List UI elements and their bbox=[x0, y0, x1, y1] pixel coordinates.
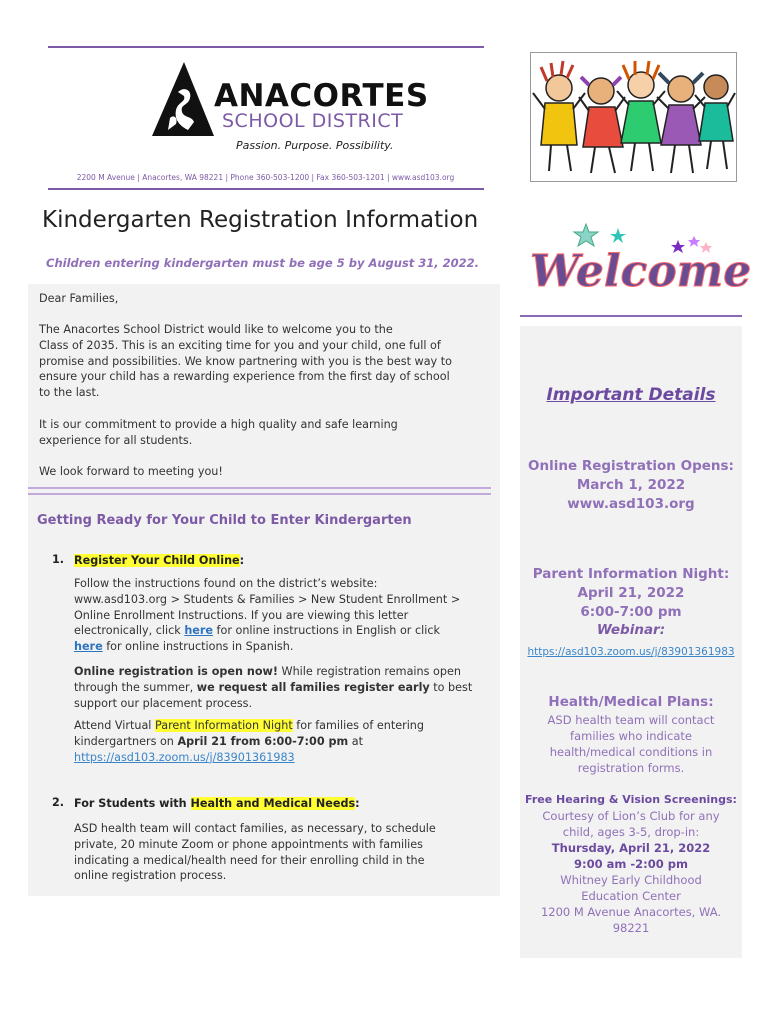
info-night-label: Parent Information Night: bbox=[532, 566, 730, 582]
online-registration-label: Online Registration Opens: bbox=[528, 458, 734, 474]
item-1-instructions-line-4 bbox=[74, 623, 440, 639]
english-instructions-link[interactable]: here bbox=[184, 624, 213, 638]
screenings-location-line-1: Whitney Early Childhood bbox=[560, 873, 702, 887]
letter-paragraph-2-line-2: experience for all students. bbox=[39, 433, 193, 447]
letter-paragraph-2-line-1: It is our commitment to provide a high quality and safe learning bbox=[39, 418, 398, 431]
registration-open-bold: Online registration is open now! bbox=[74, 665, 278, 678]
letter-divider-1 bbox=[28, 487, 491, 489]
item-1-instructions-line-1: Follow the instructions found on the district’s website: bbox=[74, 577, 378, 590]
item-1-instructions-line-5 bbox=[74, 639, 293, 655]
registration-open-line-2 bbox=[74, 680, 472, 696]
attend-post: for families of entering bbox=[292, 719, 424, 732]
health-plans-line-3: health/medical conditions in bbox=[549, 745, 713, 759]
header-bottom-rule bbox=[48, 188, 484, 190]
side-top-rule bbox=[520, 315, 742, 317]
health-plans-line-1: ASD health team will contact bbox=[547, 713, 715, 727]
district-name: ANACORTES bbox=[214, 78, 429, 114]
letter-paragraph-1-line-4: ensure your child has a rewarding experience from the first day of school bbox=[39, 370, 450, 384]
item-2-heading-pre: For Students with bbox=[74, 797, 191, 810]
item-2-line-4: online registration process. bbox=[74, 869, 227, 883]
info-night-link-wrap bbox=[520, 640, 742, 659]
important-details-panel bbox=[520, 326, 742, 958]
screenings-location-line-3: 1200 M Avenue Anacortes, WA. bbox=[540, 905, 722, 919]
district-address: 2200 M Avenue | Anacortes, WA 98221 | Phone 360-503-1200 | Fax 360-503-1201 | www.asd103.org bbox=[76, 173, 455, 182]
letter-panel bbox=[28, 284, 500, 896]
district-logo-mark bbox=[148, 60, 218, 140]
item-2-line-1: ASD health team will contact families, as necessary, to schedule bbox=[74, 822, 436, 835]
info-night-webinar-label: Webinar: bbox=[596, 622, 666, 638]
registration-line2-pre: through the summer, bbox=[74, 680, 197, 694]
screenings-location-line-2: Education Center bbox=[581, 889, 681, 903]
item-2-line-3: indicating a medical/health need for their enrolling child in the bbox=[74, 853, 425, 867]
attend-pre: Attend Virtual bbox=[74, 719, 155, 732]
item-1-instructions-line-3: Online Enrollment Instructions. If you are viewing this letter bbox=[74, 608, 409, 622]
item-2-heading-colon: : bbox=[355, 797, 360, 810]
screenings-location-line-4: 98221 bbox=[612, 921, 650, 935]
letter-divider-2 bbox=[28, 493, 491, 495]
registration-open-line-1 bbox=[74, 664, 461, 680]
important-details-heading: Important Details bbox=[546, 385, 716, 405]
item-2-line-2: private, 20 minute Zoom or phone appointments with families bbox=[74, 837, 423, 851]
letter-paragraph-1-line-3: promise and possibilities. We know partnering with you is the best way to bbox=[39, 354, 452, 368]
instructions-mid: for online instructions in English or click bbox=[213, 624, 440, 638]
kids-clipart bbox=[530, 52, 737, 182]
letter-paragraph-1-line-5: to the last. bbox=[39, 386, 100, 400]
spanish-instructions-link[interactable]: here bbox=[74, 640, 103, 654]
item-1-instructions-line-2: www.asd103.org > Students & Families > New Student Enrollment > bbox=[74, 592, 461, 606]
letter-paragraph-3: We look forward to meeting you! bbox=[39, 465, 223, 478]
health-needs-highlight: Health and Medical Needs bbox=[190, 797, 356, 810]
item-1-heading-colon: : bbox=[239, 554, 245, 567]
page-subtitle: Children entering kindergarten must be age 5 by August 31, 2022. bbox=[46, 256, 480, 270]
item-2-heading bbox=[74, 796, 360, 812]
instructions-pre: electronically, click bbox=[74, 624, 185, 638]
header-top-rule bbox=[48, 46, 484, 48]
attend-date-bold: April 21 from 6:00-7:00 pm bbox=[177, 734, 349, 748]
letter-paragraph-1-line-2: Class of 2035. This is an exciting time for you and your child, one full of bbox=[39, 338, 441, 352]
registration-open-rest: While registration remains open bbox=[277, 665, 461, 678]
side-zoom-link[interactable]: https://asd103.zoom.us/j/83901361983 bbox=[527, 646, 735, 658]
welcome-graphic bbox=[528, 222, 752, 297]
register-early-bold: we request all families register early bbox=[196, 680, 430, 694]
letter-greeting: Dear Families, bbox=[39, 292, 119, 305]
district-tagline: Passion. Purpose. Possibility. bbox=[236, 139, 394, 152]
item-1-number: 1. bbox=[52, 553, 65, 566]
attend2-pre: kindergartners on bbox=[74, 734, 178, 748]
parent-info-night-highlight: Parent Information Night bbox=[154, 719, 293, 732]
attend2-post: at bbox=[348, 734, 363, 748]
health-plans-line-2: families who indicate bbox=[570, 729, 692, 743]
online-registration-date: March 1, 2022 bbox=[576, 477, 686, 493]
district-subtitle: SCHOOL DISTRICT bbox=[222, 110, 404, 132]
letter-paragraph-1-line-1: The Anacortes School District would like to welcome you to the bbox=[39, 323, 393, 336]
welcome-word: Welcome bbox=[530, 246, 752, 297]
instructions-post: for online instructions in Spanish. bbox=[102, 640, 294, 654]
getting-ready-heading: Getting Ready for Your Child to Enter Kindergarten bbox=[37, 513, 412, 528]
screenings-time: 9:00 am -2:00 pm bbox=[574, 857, 688, 871]
registration-open-line-3: support our placement process. bbox=[74, 696, 253, 710]
item-1-heading-text: Register Your Child Online bbox=[74, 554, 240, 567]
screenings-heading: Free Hearing & Vision Screenings: bbox=[525, 793, 737, 806]
info-night-date: April 21, 2022 bbox=[577, 585, 685, 601]
zoom-webinar-link[interactable]: https://asd103.zoom.us/j/83901361983 bbox=[74, 750, 295, 764]
item-2-number: 2. bbox=[52, 796, 65, 809]
item-1-heading bbox=[74, 553, 244, 569]
info-night-time: 6:00-7:00 pm bbox=[580, 604, 682, 620]
health-plans-heading: Health/Medical Plans: bbox=[548, 694, 714, 710]
registration-line2-post: to best bbox=[429, 680, 473, 694]
screenings-date: Thursday, April 21, 2022 bbox=[551, 841, 711, 855]
page-title: Kindergarten Registration Information bbox=[42, 207, 479, 233]
screenings-line-1: Courtesy of Lion’s Club for any bbox=[542, 809, 720, 823]
attend-line-1 bbox=[74, 718, 424, 734]
online-registration-site: www.asd103.org bbox=[567, 496, 695, 512]
attend-line-2 bbox=[74, 734, 363, 750]
health-plans-line-4: registration forms. bbox=[577, 761, 685, 775]
attend-line-3 bbox=[74, 750, 295, 766]
screenings-line-2: child, ages 3-5, drop-in: bbox=[562, 825, 700, 839]
